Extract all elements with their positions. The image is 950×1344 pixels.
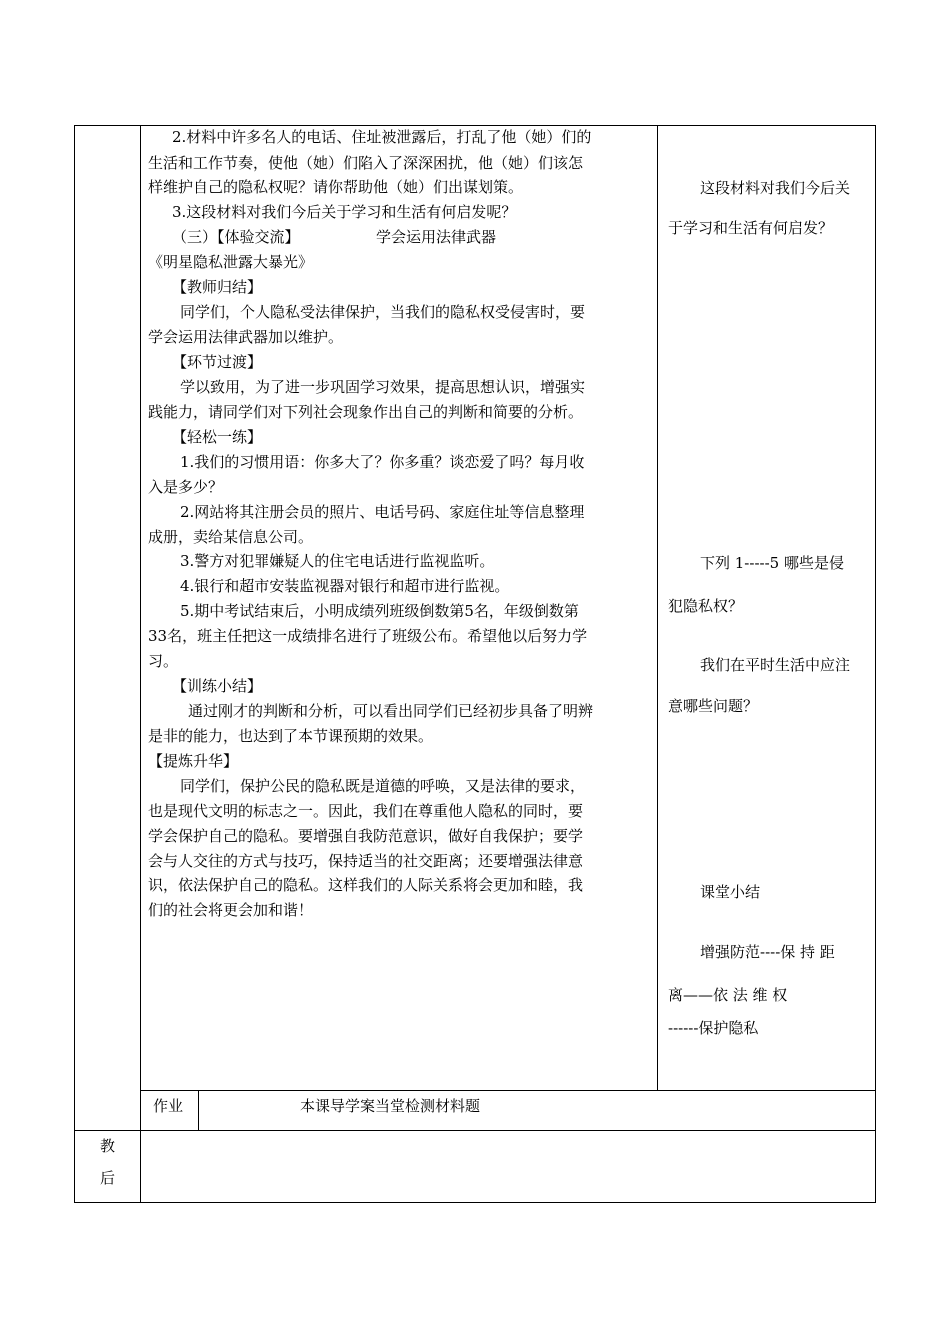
main-line-21: 33名，班主任把这一成绩排名进行了班级公布。希望他以后努力学: [148, 627, 588, 645]
side-note-summary-3: ------保护隐私: [668, 1019, 759, 1037]
side-note-line-3: 下列 1-----5 哪些是侵: [700, 554, 844, 572]
main-line-26: 【提炼升华】: [148, 752, 239, 770]
table-divider-homework-label: [198, 1090, 199, 1131]
main-line-15: 入是多少？: [148, 478, 224, 496]
side-note-summary-2: 离——依 法 维 权: [668, 986, 788, 1004]
table-divider-row-homework-top: [140, 1090, 876, 1091]
main-line-25: 是非的能力，也达到了本节课预期的效果。: [148, 727, 434, 745]
main-line-1: 2.材料中许多名人的电话、住址被泄露后，打乱了他（她）们的: [172, 128, 592, 146]
after-class-label-bottom: 后: [100, 1169, 116, 1187]
side-note-line-1: 这段材料对我们今后关: [700, 179, 851, 197]
main-line-8: 同学们，个人隐私受法律保护，当我们的隐私权受侵害时，要: [180, 303, 586, 321]
main-line-7: 【教师归结】: [172, 278, 263, 296]
side-note-line-2: 于学习和生活有何启发？: [668, 219, 834, 237]
main-line-24: 通过刚才的判断和分析，可以看出同学们已经初步具备了明辨: [188, 702, 594, 720]
main-line-6: 《明星隐私泄露大暴光》: [148, 253, 314, 271]
main-line-29: 学会保护自己的隐私。要增强自我防范意识，做好自我保护；要学: [148, 827, 584, 845]
main-line-2: 生活和工作节奏，使他（她）们陷入了深深困扰，他（她）们该怎: [148, 154, 584, 172]
table-divider-col1: [140, 125, 141, 1203]
main-line-28: 也是现代文明的标志之一。因此，我们在尊重他人隐私的同时，要: [148, 802, 584, 820]
main-line-5a: （三）【体验交流】: [172, 228, 300, 246]
main-line-11: 学以致用，为了进一步巩固学习效果，提高思想认识，增强实: [180, 378, 586, 396]
main-line-20: 5.期中考试结束后，小明成绩列班级倒数第5名，年级倒数第: [180, 602, 579, 620]
main-line-23: 【训练小结】: [172, 677, 263, 695]
main-line-18: 3.警方对犯罪嫌疑人的住宅电话进行监视监听。: [180, 552, 495, 570]
main-line-14: 1.我们的习惯用语：你多大了？你多重？谈恋爱了吗？每月收: [180, 453, 585, 471]
side-note-line-6: 意哪些问题？: [668, 697, 759, 715]
main-line-32: 们的社会将更会加和谐！: [148, 901, 314, 919]
side-note-line-5: 我们在平时生活中应注: [700, 656, 851, 674]
side-note-line-4: 犯隐私权？: [668, 597, 744, 615]
table-border-left: [74, 125, 75, 1203]
table-border-bottom: [74, 1202, 876, 1203]
table-divider-col3: [657, 125, 658, 1090]
main-line-22: 习。: [148, 652, 179, 670]
main-line-4: 3.这段材料对我们今后关于学习和生活有何启发呢？: [172, 203, 517, 221]
after-class-label-top: 教: [100, 1137, 116, 1155]
main-line-5b: 学会运用法律武器: [376, 228, 497, 246]
main-line-30: 会与人交往的方式与技巧，保持适当的社交距离；还要增强法律意: [148, 852, 584, 870]
table-border-right: [875, 125, 876, 1203]
main-line-10: 【环节过渡】: [172, 353, 263, 371]
side-note-summary-1: 增强防范----保 持 距: [700, 943, 835, 961]
main-line-16: 2.网站将其注册会员的照片、电话号码、家庭住址等信息整理: [180, 503, 585, 521]
main-line-12: 践能力，请同学们对下列社会现象作出自己的判断和简要的分析。: [148, 403, 584, 421]
homework-content: 本课导学案当堂检测材料题: [300, 1097, 481, 1115]
main-line-19: 4.银行和超市安装监视器对银行和超市进行监视。: [180, 577, 510, 595]
main-line-9: 学会运用法律武器加以维护。: [148, 328, 344, 346]
main-line-17: 成册，卖给某信息公司。: [148, 528, 314, 546]
side-note-summary-title: 课堂小结: [700, 883, 761, 901]
main-line-13: 【轻松一练】: [172, 428, 263, 446]
main-line-31: 识，依法保护自己的隐私。这样我们的人际关系将会更加和睦，我: [148, 876, 584, 894]
table-divider-row-homework-bottom: [74, 1130, 876, 1131]
homework-label: 作业: [153, 1097, 184, 1115]
main-line-3: 样维护自己的隐私权呢？请你帮助他（她）们出谋划策。: [148, 178, 524, 196]
main-line-27: 同学们，保护公民的隐私既是道德的呼唤，又是法律的要求，: [180, 777, 586, 795]
